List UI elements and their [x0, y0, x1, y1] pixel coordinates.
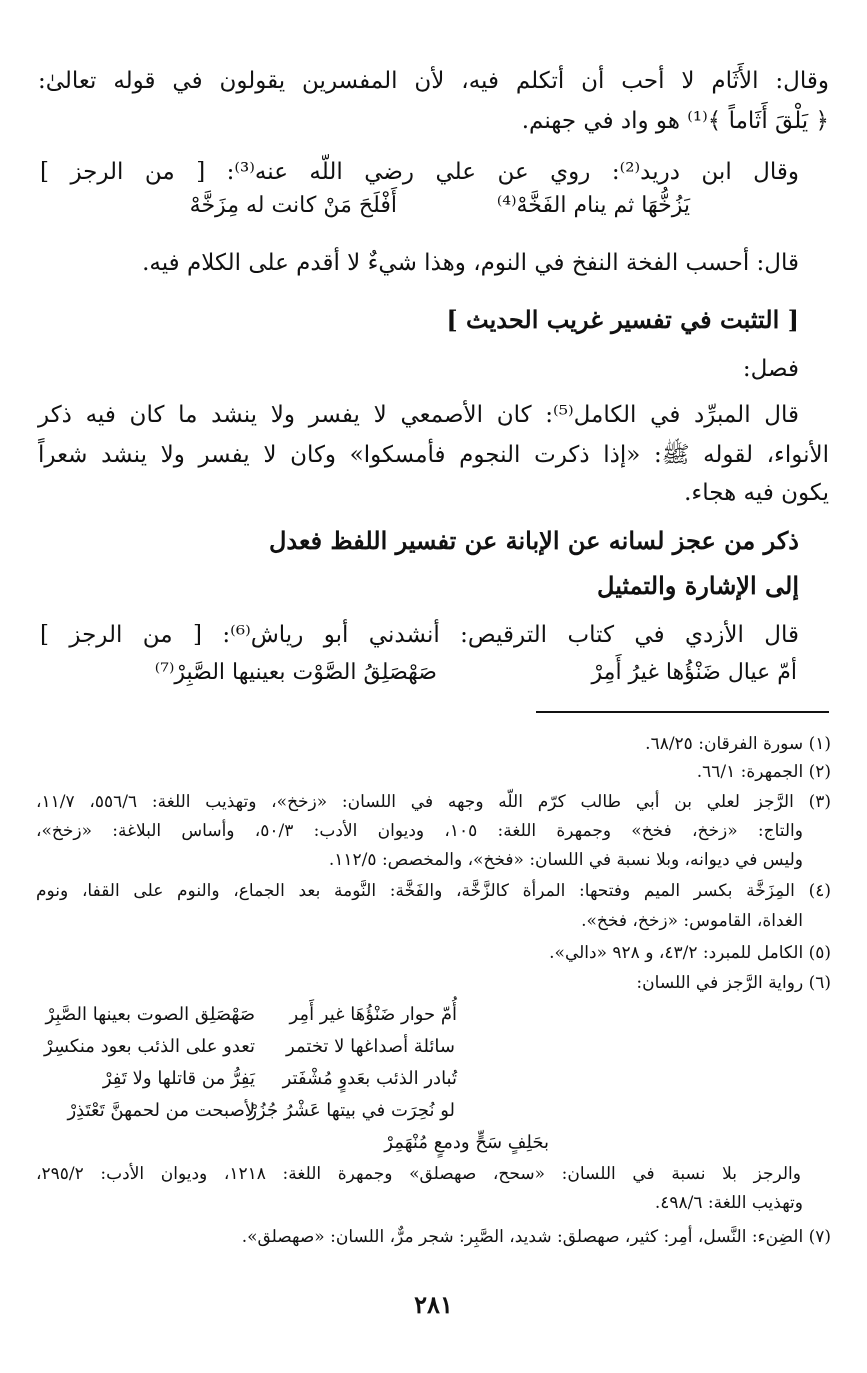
- footnote-continuation: وليس في ديوانه، وبلا نسبة في اللسان: «فخخ»، والمخصص: ١١٢/٥.: [328, 850, 803, 870]
- footnote: (٥) الكامل للمبرد: ٤٣/٢، و ٩٢٨ «دالي».: [549, 943, 831, 963]
- body-line: قال الأزدي في كتاب الترقيص: أنشدني أبو رياش⁽⁶⁾: [ من الرجز ]: [40, 622, 799, 648]
- footnote: (٦) رواية الرَّجز في اللسان:: [636, 973, 831, 993]
- footnote-verse-right: أُمّ حوار ضَنْؤُهَا غير أَمِر: [289, 1004, 457, 1025]
- footnote: (٢) الجمهرة: ٦٦/١.: [696, 762, 831, 782]
- footnote-continuation: والرجز بلا نسبة في اللسان: «سحح، صهصلق» وجمهرة اللغة: ١٢١٨، وديوان الأدب: ٢٩٥/٢،: [36, 1164, 801, 1184]
- verse-hemistich-right: أمّ عيال ضَنْؤُها غيرُ أَمِرْ: [591, 660, 797, 685]
- footnote-continuation: والتاج: «زخخ، فخخ» وجمهرة اللغة: ١٠٥، وديوان الأدب: ٥٠/٣، وأساس البلاغة: «زخخ»،: [36, 821, 803, 841]
- footnote: (١) سورة الفرقان: ٦٨/٢٥.: [645, 734, 831, 754]
- body-line: يكون فيه هجاء.: [684, 480, 829, 506]
- footnote-verse-right: سائلة أصداغها لا تختمر: [286, 1036, 455, 1057]
- section-heading: [ التثبت في تفسير غريب الحديث ]: [446, 305, 799, 334]
- footnote-verse-right: تُبادر الذئب بعَدوٍ مُشْفَتر: [282, 1068, 457, 1089]
- verse-hemistich-left: يَزُخُّهَا ثم ينام الفَخَّهْ⁽⁴⁾: [496, 193, 690, 218]
- body-line: الأنواء، لقوله ﷺ: «إذا ذكرت النجوم فأمسكوا» وكان لا يفسر ولا ينشد شعراً: [38, 442, 829, 468]
- footnote-verse-left: صَهْصَلِق الصوت بعينها الصَّبِرْ: [45, 1004, 255, 1025]
- footnote-continuation: وتهذيب اللغة: ٤٩٨/٦.: [654, 1193, 803, 1213]
- footnote: (٤) المِزَخَّة بكسر الميم وفتحها: المرأة كالزَّخَّة، والفَخَّة: النَّومة بعد الجماع، والنوم على القفا، ونوم: [36, 881, 831, 901]
- footnote-verse-right: لو نُحِرَت في بيتها عَشْرُ جُزُرْ: [248, 1100, 455, 1121]
- footnote-separator: [536, 711, 829, 713]
- verse-hemistich-right: أَفْلَحَ مَنْ كانت له مِزَخَّهْ: [189, 193, 397, 218]
- footnote-verse-center: بحَلِفٍ سَحٍّ ودمعٍ مُنْهَمِرْ: [384, 1132, 549, 1153]
- footnote-continuation: الغداة، القاموس: «زخخ، فخخ».: [581, 911, 803, 931]
- body-line: قال: أحسب الفخة النفخ في النوم، وهذا شيءٌ لا أقدم على الكلام فيه.: [142, 250, 799, 276]
- verse-hemistich-left: صَهْصَلِقُ الصَّوْت بعينيها الصَّبِرْ⁽⁷⁾: [154, 660, 437, 685]
- body-line: قال المبرِّد في الكامل⁽⁵⁾: كان الأصمعي لا يفسر ولا ينشد ما كان فيه ذكر: [38, 402, 799, 428]
- footnote: (٧) الضِنء: النَّسل، أمِر: كثير، صهصلق: شديد، الصَّبِر: شجر مرٌّ، اللسان: «صهصلق».: [241, 1227, 831, 1247]
- footnote-verse-left: لأصبحت من لحمهنَّ تَعْتَذِرْ: [67, 1100, 255, 1121]
- footnote-verse-left: تعدو على الذئب بعود منكسِرْ: [43, 1036, 255, 1057]
- chapter-heading-line: إلى الإشارة والتمثيل: [597, 571, 799, 600]
- footnote-verse-left: يَفِرُّ من قاتلها ولا تَفِرْ: [102, 1068, 255, 1089]
- body-line: ﴿ يَلْقَ أَثَاماً ﴾⁽¹⁾ هو واد في جهنم.: [521, 108, 829, 134]
- body-line: وقال ابن دريد⁽²⁾: روي عن علي رضي اللّه عنه⁽³⁾: [ من الرجز ]: [40, 159, 799, 185]
- footnote: (٣) الرَّجز لعلي بن أبي طالب كرّم اللّه وجهه في اللسان: «زخخ»، وتهذيب اللغة: ٥٥٦/٦، ١١/٧،: [36, 792, 832, 812]
- chapter-heading-line: ذكر من عجز لسانه عن الإبانة عن تفسير اللفظ فعدل: [268, 526, 799, 555]
- body-line: وقال: الأَثَام لا أحب أن أتكلم فيه، لأن المفسرين يقولون في قوله تعالىٰ:: [38, 68, 829, 94]
- body-line: فصل:: [742, 356, 799, 382]
- page-number: ٢٨١: [414, 1290, 453, 1319]
